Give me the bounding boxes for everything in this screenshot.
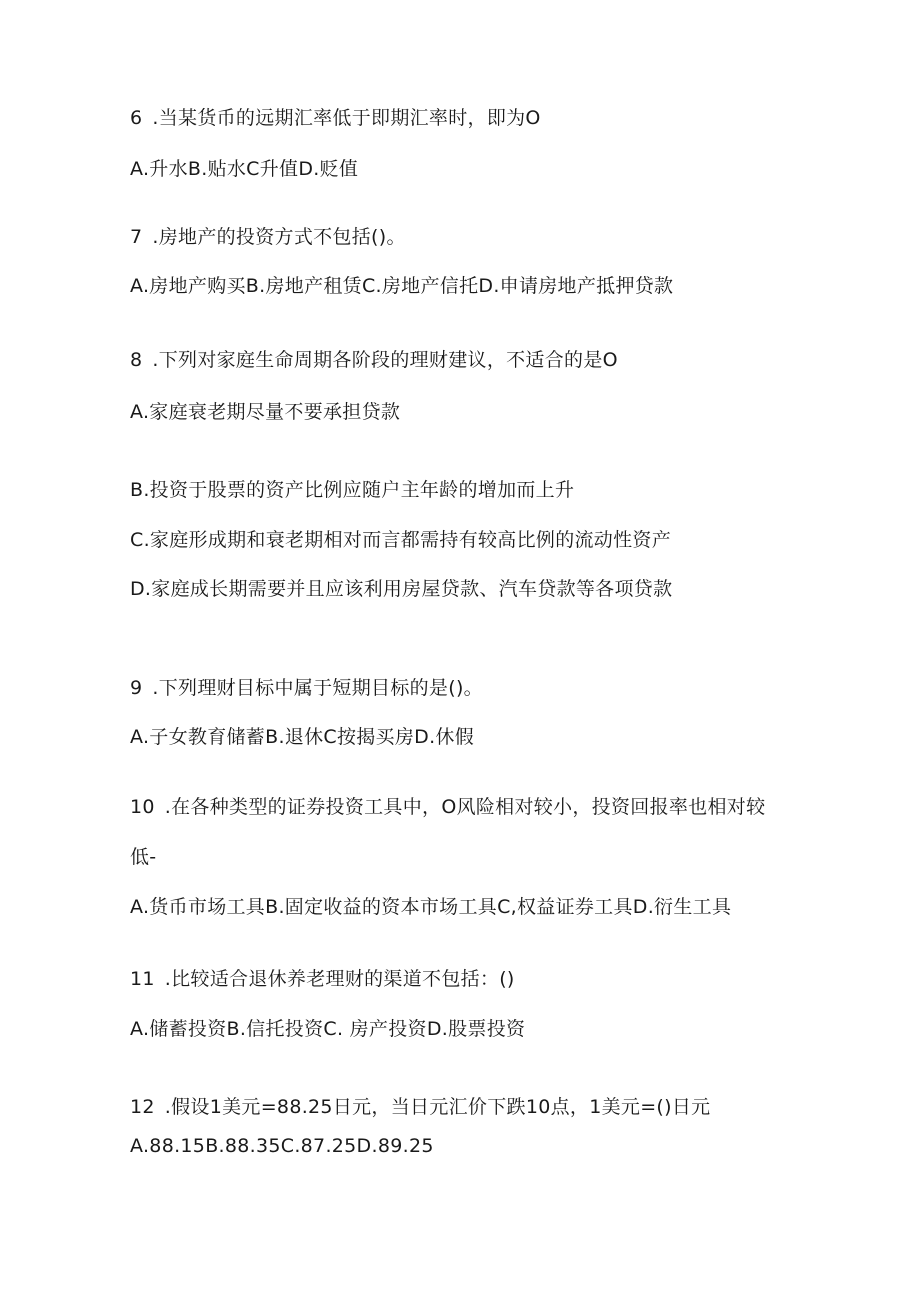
question-text: .房地产的投资方式不包括()。 [152,226,406,248]
question-number: 11 [130,968,155,990]
question-8-stem [130,348,618,372]
question-10-options: A.货币市场工具B.固定收益的资本市场工具C,权益证券工具D.衍生工具 [130,896,732,918]
question-9-options: A.子女教育储蓄B.退休C按揭买房D.休假 [130,726,475,748]
question-number: 9 [130,677,143,699]
question-10-stem [130,795,765,819]
question-8-option-a: A.家庭衰老期尽量不要承担贷款 [130,401,401,423]
question-11-stem [130,967,515,991]
question-text: .下列理财目标中属于短期目标的是()。 [152,677,483,699]
question-text: .假设1美元=88.25日元，当日元汇价下跌10点，1美元=()日元 [164,1096,711,1118]
question-text: .下列对家庭生命周期各阶段的理财建议，不适合的是O [152,349,618,371]
question-8-option-b: B.投资于股票的资产比例应随户主年龄的增加而上升 [130,479,575,501]
question-number: 12 [130,1096,155,1118]
question-9-stem [130,676,483,700]
question-7-options: A.房地产购买B.房地产租赁C.房地产信托D.申请房地产抵押贷款 [130,275,674,297]
question-text: .比较适合退休养老理财的渠道不包括：() [164,968,515,990]
question-number: 6 [130,107,143,129]
question-12-stem [130,1095,710,1119]
question-7-stem [130,225,406,249]
question-12-options: A.88.15B.88.35C.87.25D.89.25 [130,1135,434,1157]
question-number: 8 [130,349,143,371]
question-8-option-d: D.家庭成长期需要并且应该利用房屋贷款、汽车贷款等各项贷款 [130,578,673,600]
question-6-options: A.升水B.贴水C升值D.贬值 [130,158,359,180]
question-number: 10 [130,796,155,818]
question-8-option-c: C.家庭形成期和衰老期相对而言都需持有较高比例的流动性资产 [130,529,672,551]
question-11-options: A.储蓄投资B.信托投资C. 房产投资D.股票投资 [130,1018,526,1040]
question-10-stem-continued: 低- [130,846,157,868]
question-text: .当某货币的远期汇率低于即期汇率时，即为O [152,107,541,129]
question-text: .在各种类型的证券投资工具中，O风险相对较小，投资回报率也相对较 [164,796,766,818]
question-number: 7 [130,226,143,248]
question-6-stem [130,106,541,130]
